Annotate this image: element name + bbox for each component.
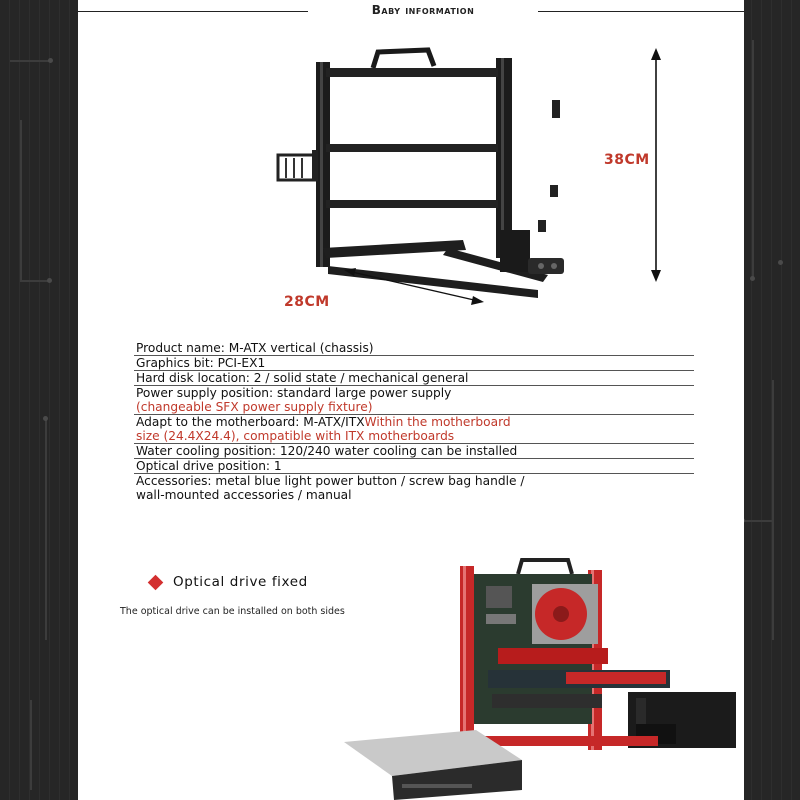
frame-illustration bbox=[238, 40, 678, 310]
header-rule-left bbox=[78, 11, 308, 12]
spec-graphics-bit: Graphics bit: PCI-EX1 bbox=[134, 356, 694, 371]
header-rule-right bbox=[538, 11, 744, 12]
spec-power-supply bbox=[134, 386, 694, 415]
assembled-chassis-photo bbox=[336, 552, 736, 800]
feature-heading bbox=[150, 574, 308, 590]
section-title: Baby information bbox=[371, 3, 475, 17]
spec-power-supply-text: Power supply position: standard large power supply bbox=[136, 386, 452, 400]
spec-accessories-line-1: Accessories: metal blue light power button / screw bag handle / bbox=[136, 474, 525, 488]
spec-motherboard-note-1: Within the motherboard bbox=[364, 415, 511, 429]
width-dimension-label: 28CM bbox=[284, 294, 330, 310]
spec-motherboard-note-2: size (24.4X24.4), compatible with ITX motherboards bbox=[136, 429, 455, 443]
spec-optical-drive: Optical drive position: 1 bbox=[134, 459, 694, 474]
spec-table bbox=[134, 341, 694, 502]
spec-accessories-line-2: wall-mounted accessories / manual bbox=[136, 488, 352, 502]
spec-motherboard bbox=[134, 415, 694, 444]
spec-hard-disk: Hard disk location: 2 / solid state / mechanical general bbox=[134, 371, 694, 386]
product-info-sheet bbox=[78, 0, 744, 800]
red-diamond-icon bbox=[148, 574, 164, 590]
left-circuit-panel bbox=[0, 0, 78, 800]
spec-product-name: Product name: M-ATX vertical (chassis) bbox=[134, 341, 694, 356]
spec-motherboard-text: Adapt to the motherboard: M-ATX/ITX bbox=[136, 415, 365, 429]
feature-title: Optical drive fixed bbox=[173, 574, 308, 590]
height-dimension-label: 38CM bbox=[604, 152, 650, 168]
spec-water-cooling: Water cooling position: 120/240 water cooling can be installed bbox=[134, 444, 694, 459]
spec-accessories bbox=[134, 474, 694, 502]
feature-subtitle: The optical drive can be installed on both sides bbox=[120, 606, 345, 617]
spec-power-supply-note: (changeable SFX power supply fixture) bbox=[136, 400, 373, 414]
